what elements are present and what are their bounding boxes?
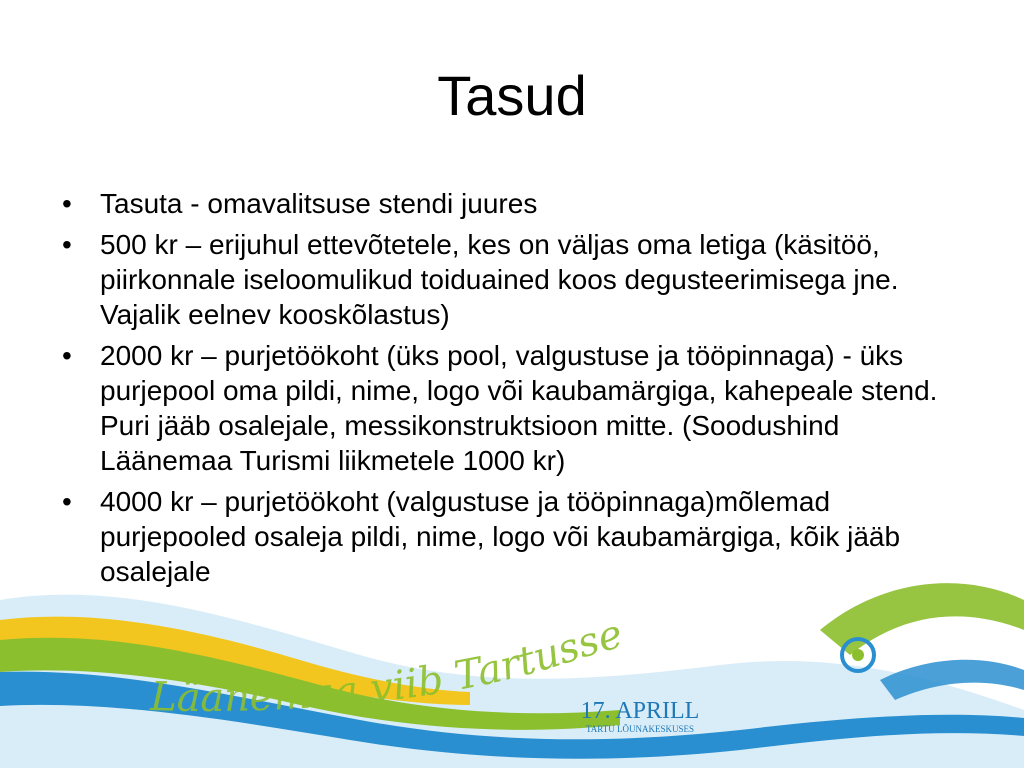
- bullet-item: [56, 186, 956, 221]
- bullet-marker: •: [62, 340, 72, 371]
- slide-title: Tasud: [437, 64, 587, 127]
- bullet-item: [56, 227, 956, 332]
- bullet-marker: •: [62, 229, 72, 260]
- banner-tagline: Läänemaa viib Tartusse: [149, 610, 628, 721]
- bullet-text: 2000 kr – purjetöökoht (üks pool, valgustuse ja tööpinnaga) - üks purjepool oma pildi, nime, logo või kaubamärgiga, kahepeale stend. Puri jääb osalejale, messikonstruktsioon mitte. (Soodushind Läänemaa Turismi liikmetele 1000 kr): [100, 340, 938, 476]
- bullet-text: Tasuta - omavalitsuse stendi juures: [100, 188, 538, 219]
- banner-venue: TARTU LÕUNAKESKUSES: [586, 724, 694, 734]
- bullet-marker: •: [62, 486, 72, 517]
- bullet-item: [56, 338, 956, 478]
- bullet-text: 500 kr – erijuhul ettevõtetele, kes on väljas oma letiga (käsitöö, piirkonnale iseloomulikud toiduained koos degusteerimisega jne. Vajalik eelnev kooskõlastus): [100, 229, 899, 330]
- banner-date: 17. APRILL: [580, 698, 700, 724]
- bullet-item: [56, 484, 956, 589]
- bullet-marker: •: [62, 188, 72, 219]
- bullet-text: 4000 kr – purjetöökoht (valgustuse ja tööpinnaga)mõlemad purjepooled osaleja pildi, nime, logo või kaubamärgiga, kõik jääb osalejale: [100, 486, 901, 587]
- bullet-list: [56, 186, 956, 595]
